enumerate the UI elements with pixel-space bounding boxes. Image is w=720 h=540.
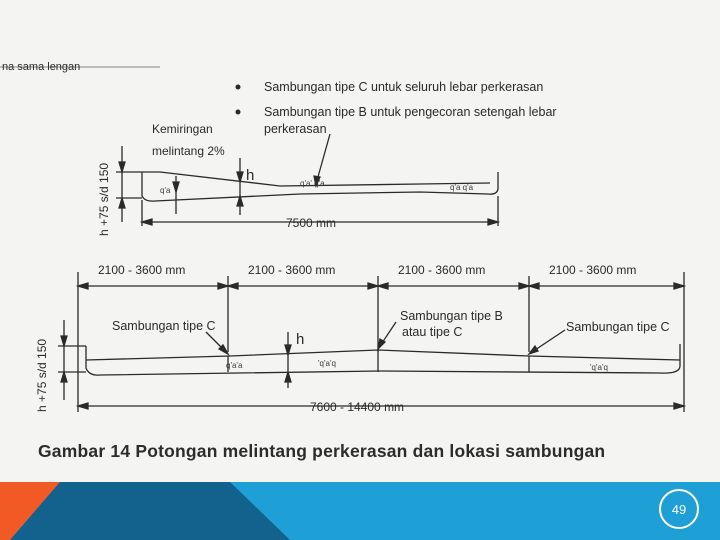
page-number: 49 [671, 501, 687, 517]
segment-width-2: 2100 - 3600 mm [248, 263, 336, 277]
segment-width-3: 2100 - 3600 mm [398, 263, 486, 277]
joint-b-label-line2: atau tipe C [402, 325, 463, 339]
joint-b-label-line1: Sambungan tipe B [400, 309, 503, 323]
footer-band [0, 482, 720, 540]
segment-width-1: 2100 - 3600 mm [98, 263, 186, 277]
lower-width-label: 7600 - 14400 mm [310, 400, 405, 414]
segment-width-4: 2100 - 3600 mm [549, 263, 637, 277]
figure-caption: Gambar 14 Potongan melintang perkerasan dan lokasi sambungan [38, 441, 606, 461]
upper-width-label: 7500 mm [286, 216, 337, 230]
top-fragment-text: na sama lengan [2, 61, 81, 73]
svg-text:'q'a'q: 'q'a'q [318, 359, 336, 368]
joint-c-right-label: Sambungan tipe C [566, 320, 670, 334]
svg-text:'q'a'q: 'q'a'q [590, 363, 608, 372]
left-dimension-top: h +75 s/d 150 [97, 162, 111, 236]
svg-text:q'a q'a: q'a q'a [450, 183, 474, 192]
svg-text:q'a: q'a [160, 186, 171, 195]
svg-text:q'a'a: q'a'a [226, 361, 243, 370]
joint-c-left-label: Sambungan tipe C [112, 319, 216, 333]
left-dimension-bottom: h +75 s/d 150 [35, 338, 49, 412]
svg-text:q'a' q'a: q'a' q'a [300, 179, 325, 188]
bullet-2-text: Sambungan tipe B untuk pengecoran setengah lebar [264, 105, 557, 119]
h-label-bottom: h [296, 331, 305, 348]
h-label-top: h [246, 167, 255, 184]
slope-label-line1: Kemiringan [152, 122, 213, 136]
bullet-1-text: Sambungan tipe C untuk seluruh lebar perkerasan [264, 80, 544, 94]
bullet-2-continuation: perkerasan [264, 122, 327, 136]
page-number-badge [659, 489, 699, 529]
slope-label-line2: melintang 2% [152, 144, 225, 158]
